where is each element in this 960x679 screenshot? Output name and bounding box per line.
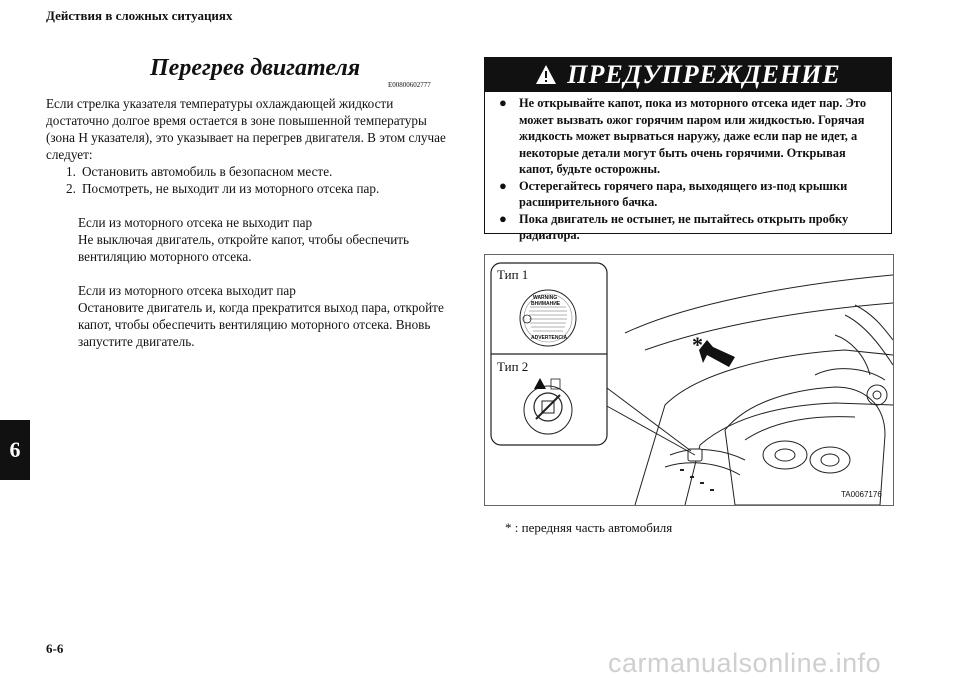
watermark: carmanualsonline.info xyxy=(608,648,882,678)
page-number: 6-6 xyxy=(46,641,64,656)
case-no-steam xyxy=(78,214,456,265)
article-code: E00800602777 xyxy=(388,81,431,89)
bullet-icon: ● xyxy=(499,95,507,110)
bullet-icon: ● xyxy=(499,210,507,226)
type1-label: Тип 1 xyxy=(497,267,529,282)
label-vnimanie-text: ВНИМАНИЕ xyxy=(531,301,561,307)
case-steam-text: Остановите двигатель и, когда прекратится выход пара, откройте капот, чтобы обеспечить вентиляцию моторного отсека. Вновь запустите двигатель. xyxy=(78,300,444,349)
warning-header xyxy=(485,58,891,92)
case-no-steam-text: Не выключая двигатель, откройте капот, чтобы обеспечить вентиляцию моторного отсека. xyxy=(78,232,410,264)
step-text: Посмотреть, не выходит ли из моторного отсека пар. xyxy=(82,181,380,196)
case-no-steam-lead: Если из моторного отсека не выходит пар xyxy=(78,215,313,230)
step-text: Остановить автомобиль в безопасном месте. xyxy=(82,164,333,179)
engine-figure xyxy=(484,254,894,506)
step-number: 2. xyxy=(66,181,76,196)
warning-item xyxy=(499,178,881,211)
chapter-tab-label: 6 xyxy=(9,437,21,462)
warning-item-text: Не открывайте капот, пока из моторного отсека идет пар. Это может вызвать ожог горячим паром или жидкостью. Горячая жидкость может вырваться наружу, даже если пар не идет, а некоторые детали могут быть очень горячими. Открывая капот, будьте осторожны. xyxy=(519,96,867,176)
engine-compartment-illustration xyxy=(485,255,893,505)
figure-note: * : передняя часть автомобиля xyxy=(505,520,673,535)
warning-item-text: Пока двигатель не остынет, не пытайтесь открыть пробку радиатора. xyxy=(519,211,849,242)
intro-paragraph: Если стрелка указателя температуры охлаждающей жидкости достаточно долгое время остается в зоне повышенной температуры (зона H указателя), это указывает на перегрев двигателя. В этом случае следует: xyxy=(46,96,446,162)
step-item xyxy=(66,180,456,197)
front-marker-star: * xyxy=(692,332,703,357)
steps-list xyxy=(66,163,456,197)
step-item xyxy=(66,163,456,180)
warning-heading: ПРЕДУПРЕЖДЕНИЕ xyxy=(567,60,841,89)
warning-item-text: Остерегайтесь горячего пара, выходящего из-под крышки расширительного бачка. xyxy=(519,178,848,209)
chapter-tab xyxy=(0,420,30,480)
warning-triangle-icon xyxy=(535,64,557,86)
type2-label: Тип 2 xyxy=(497,359,529,374)
article-body xyxy=(46,95,456,350)
warning-item xyxy=(499,95,881,178)
case-steam xyxy=(78,282,456,350)
label-advertencia-text: ADVERTENCIA xyxy=(531,335,568,341)
warning-list xyxy=(485,92,891,248)
warning-item xyxy=(499,211,881,244)
label-warning-text: WARNING xyxy=(533,295,558,301)
warning-box xyxy=(484,57,892,242)
case-steam-lead: Если из моторного отсека выходит пар xyxy=(78,283,296,298)
article-title: Перегрев двигателя xyxy=(150,55,361,81)
figure-code: TA0067176 xyxy=(841,490,882,499)
bullet-icon: ● xyxy=(499,177,507,193)
section-header: Действия в сложных ситуациях xyxy=(46,8,233,23)
step-number: 1. xyxy=(66,164,76,179)
